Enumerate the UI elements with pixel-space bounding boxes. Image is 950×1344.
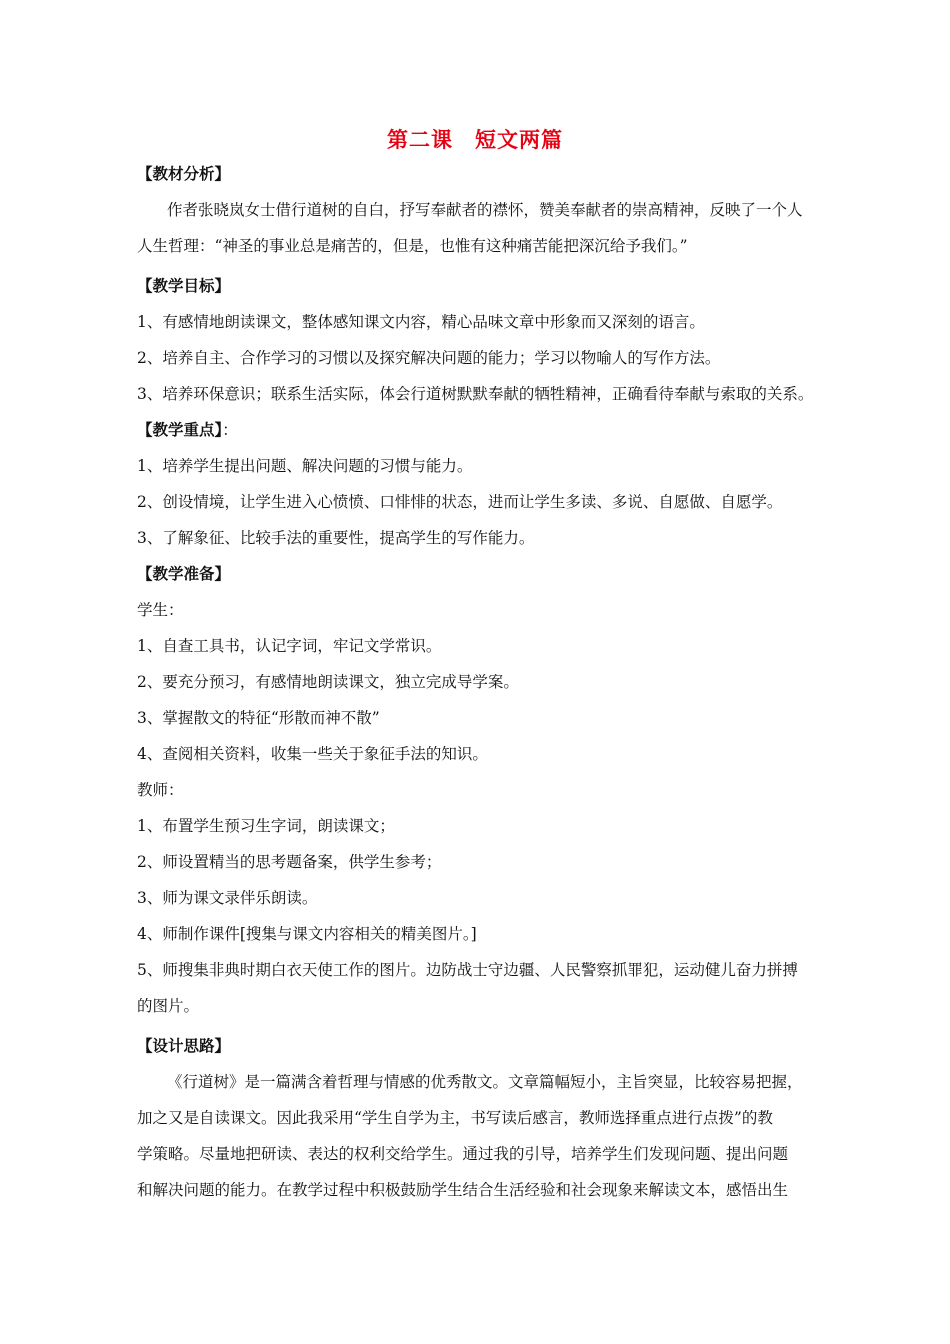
paragraph-line: 作者张晓岚女士借行道树的自白，抒写奉献者的襟怀，赞美奉献者的崇高精神，反映了一个人: [167, 201, 803, 219]
page-title: 第二课 短文两篇: [387, 127, 563, 152]
student-label: 学生：: [137, 601, 184, 619]
teacher-label: 教师：: [137, 781, 184, 799]
paragraph-line: 人生哲理：“神圣的事业总是痛苦的，但是，也惟有这种痛苦能把深沉给予我们。”: [137, 237, 688, 255]
section-heading-focus-row: [137, 420, 238, 440]
section-heading-focus: 【教学重点】: [137, 420, 223, 439]
list-item: 的图片。: [137, 997, 200, 1015]
list-item: 2、创设情境，让学生进入心愤愤、口悱悱的状态，进而让学生多读、多说、自愿做、自愿学。: [137, 493, 783, 511]
list-item: 4、查阅相关资料，收集一些关于象征手法的知识。: [137, 745, 488, 763]
list-item: 2、要充分预习，有感情地朗读课文，独立完成导学案。: [137, 673, 519, 691]
list-item: 3、培养环保意识；联系生活实际，体会行道树默默奉献的牺牲精神，正确看待奉献与索取的关系。: [137, 385, 814, 403]
heading-suffix: ：: [222, 421, 238, 439]
list-item: 3、了解象征、比较手法的重要性，提高学生的写作能力。: [137, 529, 535, 547]
list-item: 1、有感情地朗读课文，整体感知课文内容，精心品味文章中形象而又深刻的语言。: [137, 313, 705, 331]
list-item: 1、培养学生提出问题、解决问题的习惯与能力。: [137, 457, 473, 475]
list-item: 2、师设置精当的思考题备案，供学生参考；: [137, 853, 442, 871]
list-item: 1、布置学生预习生字词，朗读课文；: [137, 817, 395, 835]
list-item: 3、师为课文录伴乐朗读。: [137, 889, 318, 907]
paragraph-line: 和解决问题的能力。在教学过程中积极鼓励学生结合生活经验和社会现象来解读文本，感悟出生: [137, 1181, 789, 1199]
section-heading-prep: 【教学准备】: [137, 564, 231, 583]
section-heading-goals: 【教学目标】: [137, 276, 231, 295]
paragraph-line: 学策略。尽量地把研读、表达的权利交给学生。通过我的引导，培养学生们发现问题、提出问题: [137, 1145, 789, 1163]
list-item: 1、自查工具书，认记字词，牢记文学常识。: [137, 637, 442, 655]
list-item: 3、掌握散文的特征“形散而神不散”: [137, 709, 380, 727]
paragraph-line: 《行道树》是一篇满含着哲理与情感的优秀散文。文章篇幅短小，主旨突显，比较容易把握，: [167, 1073, 803, 1091]
section-heading-design: 【设计思路】: [137, 1036, 231, 1055]
list-item: 5、师搜集非典时期白衣天使工作的图片。边防战士守边疆、人民警察抓罪犯，运动健儿奋力拼搏: [137, 961, 798, 979]
paragraph-line: 加之又是自读课文。因此我采用“学生自学为主，书写读后感言，教师选择重点进行点拨”的教: [137, 1109, 773, 1127]
list-item: 2、培养自主、合作学习的习惯以及探究解决问题的能力；学习以物喻人的写作方法。: [137, 349, 721, 367]
list-item: 4、师制作课件[搜集与课文内容相关的精美图片。]: [137, 925, 477, 943]
section-heading-analysis: 【教材分析】: [137, 164, 231, 183]
